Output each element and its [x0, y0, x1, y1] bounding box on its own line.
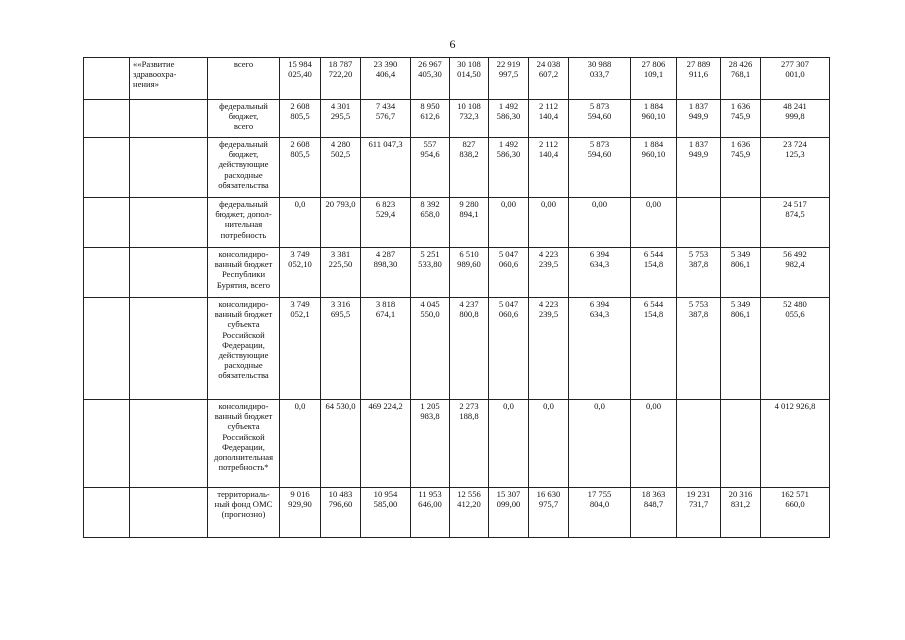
value-cell: 9 016 929,90 — [280, 488, 321, 538]
value-cell: 4 223 239,5 — [529, 248, 569, 298]
value-cell: 0,00 — [529, 198, 569, 248]
value-cell: 11 953 646,00 — [411, 488, 450, 538]
funding-source-cell: федеральный бюджет, всего — [208, 100, 280, 138]
program-name-cell — [130, 298, 208, 400]
value-cell: 5 349 806,1 — [721, 298, 761, 400]
value-cell: 1 636 745,9 — [721, 100, 761, 138]
value-cell: 5 349 806,1 — [721, 248, 761, 298]
value-cell: 0,00 — [569, 198, 631, 248]
value-cell: 4 237 800,8 — [450, 298, 489, 400]
value-cell: 20 316 831,2 — [721, 488, 761, 538]
value-cell: 1 205 983,8 — [411, 400, 450, 488]
value-cell: 20 793,0 — [321, 198, 361, 248]
value-cell: 827 838,2 — [450, 138, 489, 198]
value-cell: 15 307 099,00 — [489, 488, 529, 538]
funding-source-cell: федеральный бюджет, действующие расходные обязательства — [208, 138, 280, 198]
value-cell: 9 280 894,1 — [450, 198, 489, 248]
value-cell: 469 224,2 — [361, 400, 411, 488]
value-cell: 23 390 406,4 — [361, 58, 411, 100]
table-row — [84, 248, 830, 298]
value-cell: 3 749 052,10 — [280, 248, 321, 298]
value-cell: 8 950 612,6 — [411, 100, 450, 138]
funding-source-cell: консолидиро- ванный бюджет субъекта Российской Федерации, дополнительная потребность* — [208, 400, 280, 488]
value-cell: 2 608 805,5 — [280, 138, 321, 198]
value-cell: 3 749 052,1 — [280, 298, 321, 400]
program-name-cell — [130, 488, 208, 538]
value-cell — [721, 400, 761, 488]
value-cell: 24 038 607,2 — [529, 58, 569, 100]
value-cell: 0,0 — [280, 198, 321, 248]
value-cell: 18 363 848,7 — [631, 488, 677, 538]
value-cell: 3 818 674,1 — [361, 298, 411, 400]
table-row — [84, 138, 830, 198]
value-cell: 27 889 911,6 — [677, 58, 721, 100]
value-cell: 64 530,0 — [321, 400, 361, 488]
program-name-cell: ««Развитие здравоохра- нения» — [130, 58, 208, 100]
empty-cell — [84, 58, 130, 100]
table-row — [84, 198, 830, 248]
empty-cell — [84, 198, 130, 248]
empty-cell — [84, 138, 130, 198]
value-cell: 5 873 594,60 — [569, 100, 631, 138]
value-cell: 26 967 405,30 — [411, 58, 450, 100]
value-cell: 16 630 975,7 — [529, 488, 569, 538]
value-cell: 6 823 529,4 — [361, 198, 411, 248]
value-cell: 6 394 634,3 — [569, 248, 631, 298]
funding-source-cell: консолидиро- ванный бюджет Республики Бурятия, всего — [208, 248, 280, 298]
empty-cell — [84, 298, 130, 400]
total-cell: 48 241 999,8 — [761, 100, 830, 138]
program-name-cell — [130, 138, 208, 198]
value-cell: 1 837 949,9 — [677, 138, 721, 198]
funding-source-cell: всего — [208, 58, 280, 100]
value-cell: 6 544 154,8 — [631, 248, 677, 298]
value-cell: 0,0 — [489, 400, 529, 488]
value-cell: 12 556 412,20 — [450, 488, 489, 538]
total-cell: 23 724 125,3 — [761, 138, 830, 198]
value-cell: 0,00 — [489, 198, 529, 248]
value-cell: 4 280 502,5 — [321, 138, 361, 198]
empty-cell — [84, 248, 130, 298]
value-cell: 1 492 586,30 — [489, 100, 529, 138]
program-name-cell — [130, 198, 208, 248]
value-cell: 10 108 732,3 — [450, 100, 489, 138]
funding-table — [83, 57, 830, 538]
value-cell: 0,0 — [529, 400, 569, 488]
table-row — [84, 298, 830, 400]
value-cell: 3 316 695,5 — [321, 298, 361, 400]
value-cell — [677, 400, 721, 488]
value-cell: 18 787 722,20 — [321, 58, 361, 100]
program-name-cell — [130, 248, 208, 298]
value-cell: 2 608 805,5 — [280, 100, 321, 138]
value-cell: 19 231 731,7 — [677, 488, 721, 538]
value-cell: 6 394 634,3 — [569, 298, 631, 400]
value-cell: 15 984 025,40 — [280, 58, 321, 100]
value-cell: 0,00 — [631, 400, 677, 488]
table-row — [84, 488, 830, 538]
value-cell: 1 636 745,9 — [721, 138, 761, 198]
value-cell: 30 988 033,7 — [569, 58, 631, 100]
total-cell: 162 571 660,0 — [761, 488, 830, 538]
value-cell: 22 919 997,5 — [489, 58, 529, 100]
value-cell: 10 954 585,00 — [361, 488, 411, 538]
value-cell: 10 483 796,60 — [321, 488, 361, 538]
value-cell: 6 544 154,8 — [631, 298, 677, 400]
value-cell: 3 381 225,50 — [321, 248, 361, 298]
value-cell: 1 837 949,9 — [677, 100, 721, 138]
value-cell: 611 047,3 — [361, 138, 411, 198]
value-cell: 4 045 550,0 — [411, 298, 450, 400]
value-cell: 27 806 109,1 — [631, 58, 677, 100]
value-cell — [721, 198, 761, 248]
value-cell: 4 223 239,5 — [529, 298, 569, 400]
value-cell: 28 426 768,1 — [721, 58, 761, 100]
value-cell: 4 301 295,5 — [321, 100, 361, 138]
page-number: 6 — [449, 37, 456, 51]
value-cell: 5 753 387,8 — [677, 248, 721, 298]
funding-source-cell: территориаль- ный фонд ОМС (прогнозно) — [208, 488, 280, 538]
empty-cell — [84, 400, 130, 488]
value-cell: 1 492 586,30 — [489, 138, 529, 198]
value-cell: 5 873 594,60 — [569, 138, 631, 198]
value-cell: 0,00 — [631, 198, 677, 248]
value-cell: 4 287 898,30 — [361, 248, 411, 298]
table-row — [84, 100, 830, 138]
value-cell: 5 047 060,6 — [489, 298, 529, 400]
value-cell: 2 112 140,4 — [529, 138, 569, 198]
program-name-cell — [130, 400, 208, 488]
funding-source-cell: консолидиро- ванный бюджет субъекта Российской Федерации, действующие расходные обязательства — [208, 298, 280, 400]
value-cell: 1 884 960,10 — [631, 100, 677, 138]
value-cell: 2 112 140,4 — [529, 100, 569, 138]
empty-cell — [84, 100, 130, 138]
value-cell: 6 510 989,60 — [450, 248, 489, 298]
table-row — [84, 58, 830, 100]
value-cell: 5 753 387,8 — [677, 298, 721, 400]
value-cell: 5 251 533,80 — [411, 248, 450, 298]
value-cell: 2 273 188,8 — [450, 400, 489, 488]
value-cell: 30 108 014,50 — [450, 58, 489, 100]
funding-source-cell: федеральный бюджет, допол- нительная потребность — [208, 198, 280, 248]
value-cell: 5 047 060,6 — [489, 248, 529, 298]
total-cell: 52 480 055,6 — [761, 298, 830, 400]
value-cell: 0,0 — [569, 400, 631, 488]
program-name-cell — [130, 100, 208, 138]
value-cell: 8 392 658,0 — [411, 198, 450, 248]
empty-cell — [84, 488, 130, 538]
total-cell: 4 012 926,8 — [761, 400, 830, 488]
value-cell: 17 755 804,0 — [569, 488, 631, 538]
total-cell: 56 492 982,4 — [761, 248, 830, 298]
value-cell: 557 954,6 — [411, 138, 450, 198]
table-row — [84, 400, 830, 488]
value-cell: 1 884 960,10 — [631, 138, 677, 198]
value-cell: 7 434 576,7 — [361, 100, 411, 138]
value-cell: 0,0 — [280, 400, 321, 488]
total-cell: 24 517 874,5 — [761, 198, 830, 248]
value-cell — [677, 198, 721, 248]
total-cell: 277 307 001,0 — [761, 58, 830, 100]
